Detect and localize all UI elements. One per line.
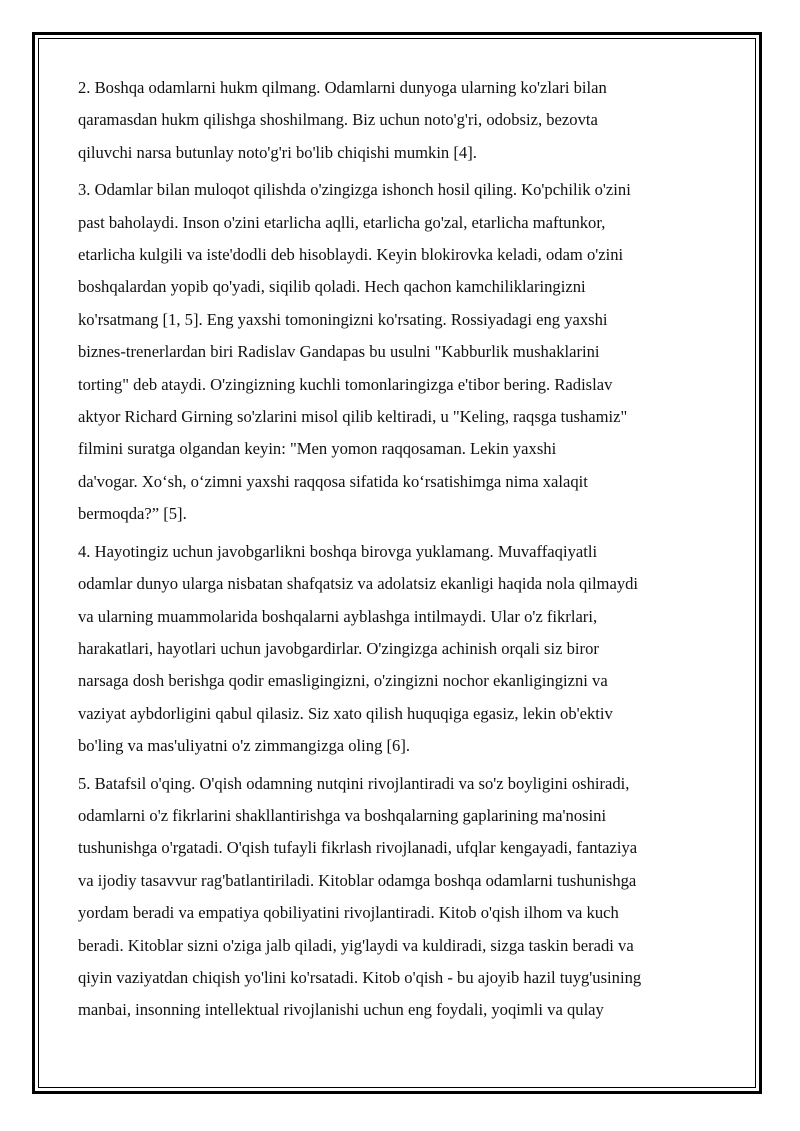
text-line: beradi. Kitoblar sizni o'ziga jalb qiladi, yig'laydi va kuldiradi, sizga taskin beradi va bbox=[78, 935, 634, 955]
text-line: 3. Odamlar bilan muloqot qilishda o'zingizga ishonch hosil qiling. Ko'pchilik o'zini bbox=[78, 180, 631, 200]
text-line: qiluvchi narsa butunlay noto'g'ri bo'lib chiqishi mumkin [4]. bbox=[78, 142, 477, 162]
text-line: qiyin vaziyatdan chiqish yo'lini ko'rsatadi. Kitob o'qish - bu ajoyib hazil tuyg'usining bbox=[78, 967, 642, 987]
text-line: qaramasdan hukm qilishga shoshilmang. Biz uchun noto'g'ri, odobsiz, bezovta bbox=[78, 110, 598, 130]
text-line: yordam beradi va empatiya qobiliyatini rivojlantiradi. Kitob o'qish ilhom va kuch bbox=[78, 903, 619, 923]
text-line: va ijodiy tasavvur rag'batlantiriladi. Kitoblar odamga boshqa odamlarni tushunishga bbox=[78, 870, 637, 890]
text-line: boshqalardan yopib qo'yadi, siqilib qoladi. Hech qachon kamchiliklaringizni bbox=[78, 277, 586, 297]
text-line: bermoqda?” [5]. bbox=[78, 504, 187, 524]
text-line: tushunishga o'rgatadi. O'qish tufayli fikrlash rivojlanadi, ufqlar kengayadi, fantaziya bbox=[78, 838, 638, 858]
text-line: harakatlari, hayotlari uchun javobgardirlar. O'zingizga achinish orqali siz biror bbox=[78, 638, 599, 658]
text-line: vaziyat aybdorligini qabul qilasiz. Siz xato qilish huquqiga egasiz, lekin ob'ektiv bbox=[78, 703, 613, 723]
text-line: da'vogar. Xo‘sh, o‘zimni yaxshi raqqosa sifatida ko‘rsatishimga nima xalaqit bbox=[78, 471, 588, 491]
text-line: aktyor Richard Girning so'zlarini misol qilib keltiradi, u "Keling, raqsga tushamiz" bbox=[78, 407, 628, 427]
text-line: manbai, insonning intellektual rivojlanishi uchun eng foydali, yoqimli va qulay bbox=[78, 1000, 604, 1020]
text-line: torting" deb ataydi. O'zingizning kuchli tomonlaringizga e'tibor bering. Radislav bbox=[78, 374, 613, 394]
text-line: va ularning muammolarida boshqalarni ayblashga intilmaydi. Ular o'z fikrlari, bbox=[78, 606, 598, 626]
paragraph-2 bbox=[78, 72, 718, 169]
text-line: 4. Hayotingiz uchun javobgarlikni boshqa birovga yuklamang. Muvaffaqiyatli bbox=[78, 541, 598, 561]
text-line: narsaga dosh berishga qodir emasligingizni, o'zingizni nochor ekanligingizni va bbox=[78, 671, 608, 691]
paragraph-3 bbox=[78, 174, 718, 530]
text-line: filmini suratga olgandan keyin: "Men yomon raqqosaman. Lekin yaxshi bbox=[78, 439, 557, 459]
document-body bbox=[78, 72, 718, 1032]
text-line: ko'rsatmang [1, 5]. Eng yaxshi tomoningizni ko'rsating. Rossiyadagi eng yaxshi bbox=[78, 309, 608, 329]
text-line: biznes-trenerlardan biri Radislav Gandapas bu usulni "Kabburlik mushaklarini bbox=[78, 342, 600, 362]
text-line: 2. Boshqa odamlarni hukm qilmang. Odamlarni dunyoga ularning ko'zlari bilan bbox=[78, 78, 607, 97]
paragraph-4 bbox=[78, 536, 718, 763]
text-line: etarlicha kulgili va iste'dodli deb hisoblaydi. Keyin blokirovka keladi, odam o'zini bbox=[78, 245, 624, 265]
text-line: past baholaydi. Inson o'zini etarlicha aqlli, etarlicha go'zal, etarlicha maftunkor, bbox=[78, 212, 606, 232]
text-line: bo'ling va mas'uliyatni o'z zimmangizga oling [6]. bbox=[78, 736, 411, 756]
text-line: 5. Batafsil o'qing. O'qish odamning nutqini rivojlantiradi va so'z boyligini oshiradi, bbox=[78, 773, 630, 793]
text-line: odamlarni o'z fikrlarini shakllantirishga va boshqalarning gaplarining ma'nosini bbox=[78, 805, 607, 825]
text-line: odamlar dunyo ularga nisbatan shafqatsiz va adolatsiz ekanligi haqida nola qilmaydi bbox=[78, 574, 639, 594]
paragraph-5 bbox=[78, 768, 718, 1027]
